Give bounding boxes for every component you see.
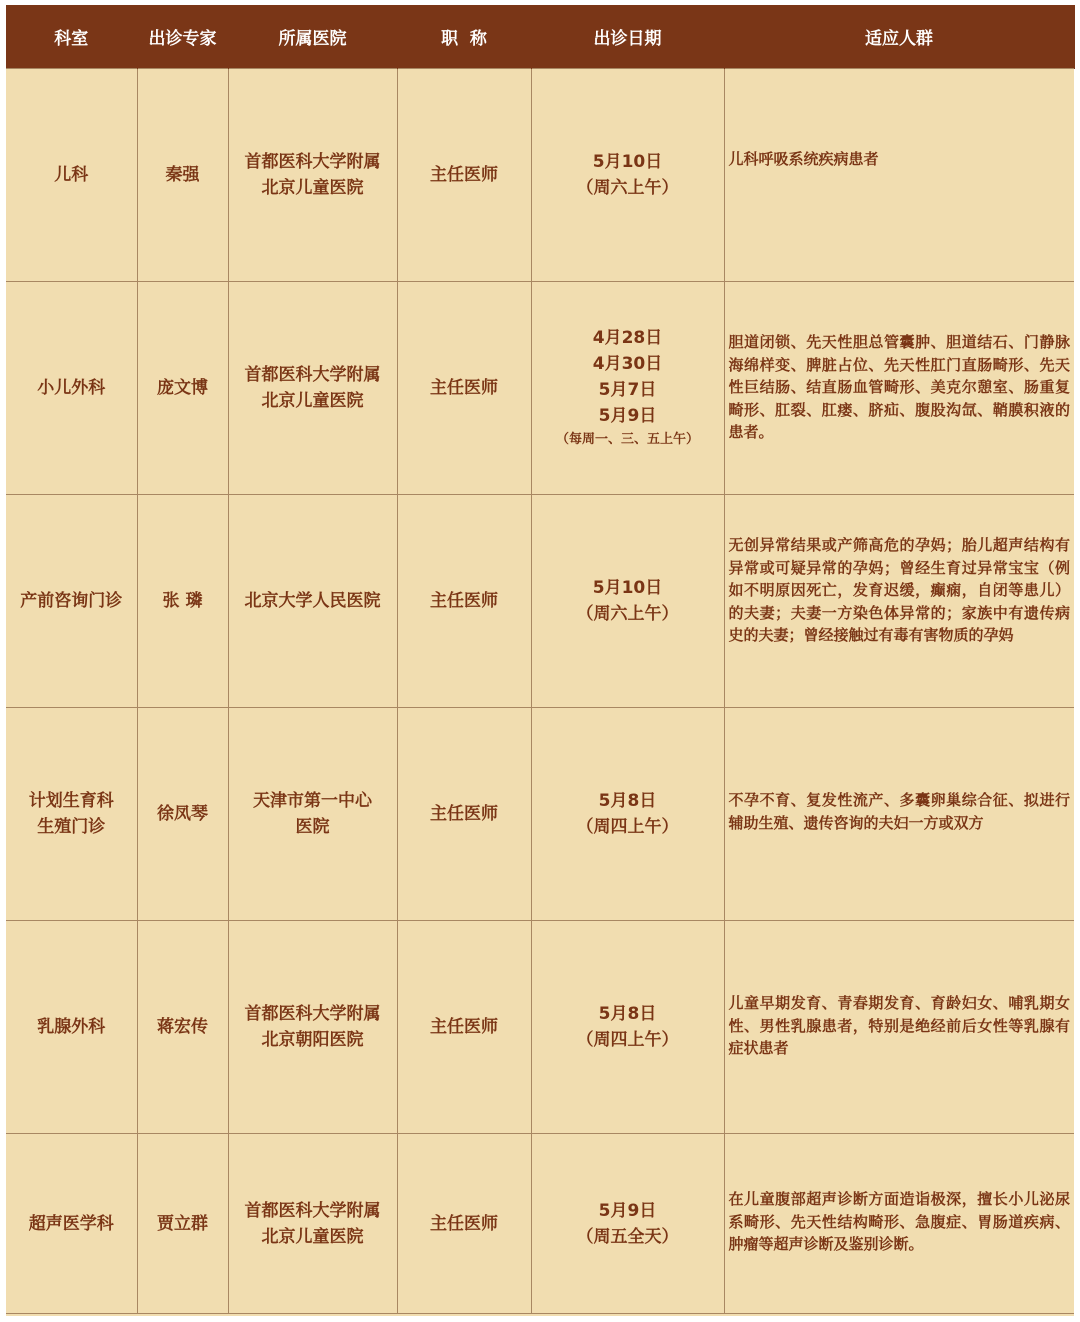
audience-cell: 无创异常结果或产筛高危的孕妈；胎儿超声结构有异常或可疑异常的孕妈；曾经生育过异常宝宝（例如不明原因死亡，发育迟缓，癫痫，自闭等患儿）的夫妻；夫妻一方染色体异常的；家族中有遗传病史的夫妻；曾经接触过有毒有害物质的孕妈: [724, 495, 1074, 708]
hospital-line: 首都医科大学附属: [244, 152, 381, 172]
title-cell: 主任医师: [397, 495, 531, 708]
audience-cell: 儿科呼吸系统疾病患者: [724, 69, 1074, 282]
hospital-line: 北京朝阳医院: [261, 1030, 364, 1050]
hospital-line: 天津市第一中心: [253, 791, 372, 811]
hospital-cell: [228, 495, 397, 708]
schedule-sheet: [6, 5, 1074, 1316]
table-row: [6, 282, 1074, 495]
dept-line: 产前咨询门诊: [20, 591, 123, 611]
date-line: 5月8日: [598, 1004, 657, 1024]
date-note: （每周一、三、五上午）: [555, 432, 699, 447]
title-cell: 主任医师: [397, 708, 531, 921]
dept-line: 乳腺外科: [37, 1017, 106, 1037]
table-row: [6, 921, 1074, 1134]
hospital-line: 北京儿童医院: [261, 391, 364, 411]
header-row: [6, 5, 1074, 69]
header-title: 职 称: [397, 5, 531, 69]
hospital-line: 北京儿童医院: [261, 178, 364, 198]
date-line: （周五全天）: [576, 1226, 679, 1247]
date-line: 5月9日: [598, 1200, 657, 1221]
schedule-table: [6, 5, 1075, 1314]
hospital-cell: [228, 69, 397, 282]
hospital-line: 北京儿童医院: [261, 1226, 364, 1247]
dept-cell: [6, 708, 137, 921]
date-line: 4月28日: [592, 328, 663, 348]
doctor-cell: 贾立群: [137, 1134, 228, 1314]
date-cell: [531, 69, 724, 282]
hospital-cell: [228, 708, 397, 921]
hospital-line: 医院: [295, 817, 330, 837]
date-cell: [531, 921, 724, 1134]
dept-line: 儿科: [54, 165, 89, 185]
title-cell: 主任医师: [397, 69, 531, 282]
header-hospital: 所属医院: [228, 5, 397, 69]
dept-line: 计划生育科: [28, 791, 114, 811]
hospital-line: 首都医科大学附属: [244, 365, 381, 385]
hospital-line: 首都医科大学附属: [244, 1004, 381, 1024]
audience-cell: 不孕不育、复发性流产、多囊卵巢综合征、拟进行辅助生殖、遗传咨询的夫妇一方或双方: [724, 708, 1074, 921]
title-cell: 主任医师: [397, 921, 531, 1134]
dept-cell: [6, 282, 137, 495]
doctor-cell: 庞文博: [137, 282, 228, 495]
header-dept: 科室: [6, 5, 137, 69]
audience-cell: 儿童早期发育、青春期发育、育龄妇女、哺乳期女性、男性乳腺患者，特别是绝经前后女性等乳腺有症状患者: [724, 921, 1074, 1134]
dept-line: 小儿外科: [37, 378, 106, 398]
title-cell: 主任医师: [397, 1134, 531, 1314]
title-cell: 主任医师: [397, 282, 531, 495]
date-line: （周六上午）: [576, 178, 679, 198]
date-line: 4月30日: [592, 354, 663, 374]
date-line: （周四上午）: [576, 817, 679, 837]
date-line: 5月8日: [598, 791, 657, 811]
table-row: [6, 69, 1074, 282]
hospital-cell: [228, 921, 397, 1134]
header-date: 出诊日期: [531, 5, 724, 69]
date-line: （周四上午）: [576, 1030, 679, 1050]
hospital-cell: [228, 282, 397, 495]
doctor-cell: 张 璘: [137, 495, 228, 708]
dept-line: 生殖门诊: [37, 817, 106, 837]
dept-cell: [6, 1134, 137, 1314]
date-cell: [531, 282, 724, 495]
dept-cell: [6, 921, 137, 1134]
table-row: [6, 1134, 1074, 1314]
doctor-cell: 徐凤琴: [137, 708, 228, 921]
date-line: 5月9日: [598, 406, 657, 426]
header-doctor: 出诊专家: [137, 5, 228, 69]
date-cell: [531, 495, 724, 708]
doctor-cell: 蒋宏传: [137, 921, 228, 1134]
date-line: 5月7日: [598, 380, 657, 400]
audience-cell: 在儿童腹部超声诊断方面造诣极深，擅长小儿泌尿系畸形、先天性结构畸形、急腹症、胃肠道疾病、肿瘤等超声诊断及鉴别诊断。: [724, 1134, 1074, 1314]
table-row: [6, 708, 1074, 921]
date-line: 5月10日: [592, 578, 663, 598]
doctor-cell: 秦强: [137, 69, 228, 282]
dept-cell: [6, 69, 137, 282]
date-cell: [531, 1134, 724, 1314]
hospital-line: 首都医科大学附属: [244, 1200, 381, 1221]
dept-line: 超声医学科: [28, 1213, 114, 1234]
hospital-cell: [228, 1134, 397, 1314]
header-audience: 适应人群: [724, 5, 1074, 69]
audience-cell: 胆道闭锁、先天性胆总管囊肿、胆道结石、门静脉海绵样变、脾脏占位、先天性肛门直肠畸形、先天性巨结肠、结直肠血管畸形、美克尔憩室、肠重复畸形、肛裂、肛瘘、脐疝、腹股沟氙、鞘膜积液的患者。: [724, 282, 1074, 495]
dept-cell: [6, 495, 137, 708]
date-cell: [531, 708, 724, 921]
table-row: [6, 495, 1074, 708]
hospital-line: 北京大学人民医院: [244, 591, 381, 611]
date-line: （周六上午）: [576, 604, 679, 624]
date-line: 5月10日: [592, 152, 663, 172]
